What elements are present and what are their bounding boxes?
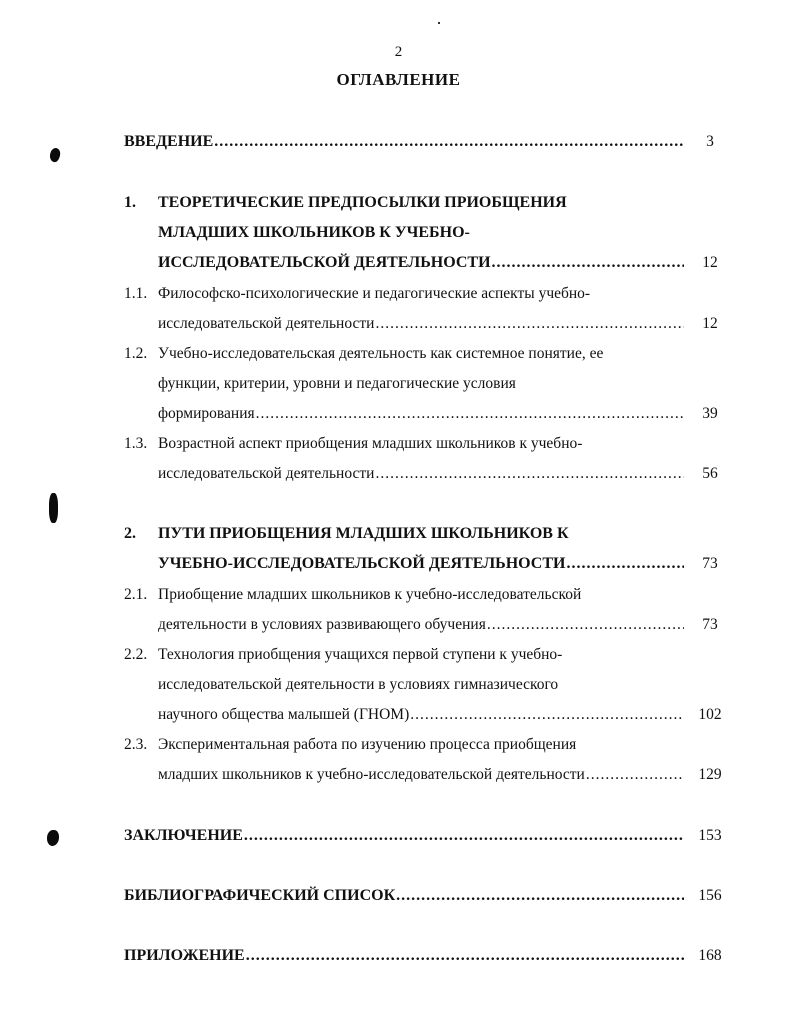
toc-entry-text: исследовательской деятельности в условиях гимназического <box>158 676 559 693</box>
toc-number: 2.1. <box>124 586 148 603</box>
toc-chapter-2-line-1 <box>124 523 684 545</box>
leader-dots <box>244 825 684 847</box>
toc-entry-text: Философско-психологические и педагогические аспекты учебно- <box>158 285 591 302</box>
toc-page-number: 73 <box>702 555 718 572</box>
toc-entry-text: Приобщение младших школьников к учебно-исследовательской <box>158 586 582 603</box>
toc-section-1-2-line-2 <box>124 373 684 395</box>
toc-entry-intro <box>124 131 684 153</box>
toc-entry-text: Экспериментальная работа по изучению процесса приобщения <box>158 736 577 753</box>
toc-section-2-3-line-2 <box>124 764 684 786</box>
toc-number: 2.2. <box>124 646 148 663</box>
toc-entry-text: БИБЛИОГРАФИЧЕСКИЙ СПИСОК <box>124 887 396 904</box>
toc-page-number: 153 <box>698 827 722 844</box>
toc-entry-text: УЧЕБНО-ИССЛЕДОВАТЕЛЬСКОЙ ДЕЯТЕЛЬНОСТИ <box>158 555 566 572</box>
toc-entry-text: МЛАДШИХ ШКОЛЬНИКОВ К УЧЕБНО- <box>158 224 470 241</box>
scan-blot <box>47 830 59 846</box>
scan-blot <box>49 493 58 523</box>
toc-chapter-1-line-3 <box>124 252 684 274</box>
toc-entry-text: функции, критерии, уровни и педагогические условия <box>158 375 516 392</box>
toc-section-1-2-line-3 <box>124 403 684 425</box>
toc-entry-text: ЗАКЛЮЧЕНИЕ <box>124 827 243 844</box>
toc-page-number: 12 <box>702 315 718 332</box>
toc-page-number: 3 <box>706 133 714 150</box>
toc-number: 2.3. <box>124 736 148 753</box>
page-number: 2 <box>394 44 403 60</box>
toc-page-number: 56 <box>702 465 718 482</box>
toc-section-2-2-line-2 <box>124 674 684 696</box>
toc-page-number: 102 <box>698 706 722 723</box>
toc-section-2-2-line-1 <box>124 644 684 666</box>
toc-entry-text: Технология приобщения учащихся первой ступени к учебно- <box>158 646 563 663</box>
toc-entry-text: ПУТИ ПРИОБЩЕНИЯ МЛАДШИХ ШКОЛЬНИКОВ К <box>158 525 569 542</box>
toc-page-number: 73 <box>702 616 718 633</box>
toc-number: 1.3. <box>124 435 148 452</box>
leader-dots <box>487 614 684 636</box>
toc-chapter-2-line-2 <box>124 553 684 575</box>
toc-entry-text: Возрастной аспект приобщения младших школьников к учебно- <box>158 435 583 452</box>
leader-dots <box>566 553 684 575</box>
toc-page-number: 129 <box>698 766 722 783</box>
toc-section-2-2-line-3 <box>124 704 684 726</box>
leader-dots <box>256 403 684 425</box>
toc-page-number: 156 <box>698 887 722 904</box>
toc-entry-text: формирования <box>158 405 255 422</box>
toc-entry-text: исследовательской деятельности <box>158 465 375 482</box>
toc-section-1-3-line-2 <box>124 463 684 485</box>
toc-entry-text: деятельности в условиях развивающего обучения <box>158 616 486 633</box>
toc-section-1-1-line-1 <box>124 283 684 305</box>
toc-section-1-1-line-2 <box>124 313 684 335</box>
toc-entry-text: исследовательской деятельности <box>158 315 375 332</box>
toc-page-number: 39 <box>702 405 718 422</box>
toc-entry-text: ИССЛЕДОВАТЕЛЬСКОЙ ДЕЯТЕЛЬНОСТИ <box>158 254 491 271</box>
leader-dots <box>492 252 684 274</box>
leader-dots <box>375 313 684 335</box>
toc-number: 1.2. <box>124 345 148 362</box>
scan-blot <box>48 147 62 164</box>
leader-dots <box>410 704 684 726</box>
leader-dots <box>214 131 684 153</box>
leader-dots <box>396 885 684 907</box>
toc-entry-text: Учебно-исследовательская деятельность как системное понятие, ее <box>158 345 604 362</box>
toc-section-2-1-line-2 <box>124 614 684 636</box>
leader-dots <box>246 945 684 967</box>
toc-number: 2. <box>124 525 136 542</box>
leader-dots <box>375 463 684 485</box>
toc-entry-appendix <box>124 945 684 967</box>
toc-number: 1.1. <box>124 285 148 302</box>
toc-number: 1. <box>124 194 136 211</box>
toc-chapter-1-line-2 <box>124 222 684 244</box>
toc-entry-bibliography <box>124 885 684 907</box>
page-title: ОГЛАВЛЕНИЕ <box>336 70 461 89</box>
toc-entry-text: ВВЕДЕНИЕ <box>124 133 214 150</box>
scan-speck <box>438 22 440 24</box>
toc-page-number: 168 <box>698 947 722 964</box>
toc-section-1-2-line-1 <box>124 343 684 365</box>
toc-section-2-3-line-1 <box>124 734 684 756</box>
toc-page-number: 12 <box>702 254 718 271</box>
toc-entry-text: ПРИЛОЖЕНИЕ <box>124 947 245 964</box>
toc-entry-conclusion <box>124 825 684 847</box>
leader-dots <box>586 764 684 786</box>
toc-chapter-1-line-1 <box>124 192 684 214</box>
toc-section-1-3-line-1 <box>124 433 684 455</box>
toc-entry-text: научного общества малышей (ГНОМ) <box>158 706 410 723</box>
toc-entry-text: младших школьников к учебно-исследовательской деятельности <box>158 766 585 783</box>
toc-section-2-1-line-1 <box>124 584 684 606</box>
toc-entry-text: ТЕОРЕТИЧЕСКИЕ ПРЕДПОСЫЛКИ ПРИОБЩЕНИЯ <box>158 194 567 211</box>
